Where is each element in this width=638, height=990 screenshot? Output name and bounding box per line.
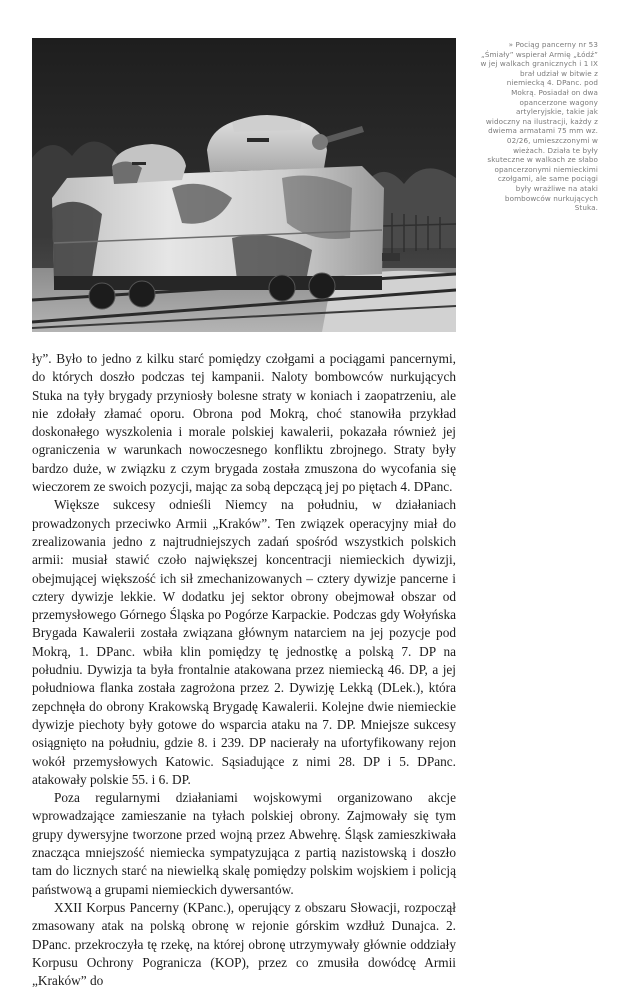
paragraph-1: ły”. Było to jedno z kilku starć pomiędzy czołgami a pociągami pancernymi, do których doszło podczas tej kampanii. Naloty bombowców nurkujących Stuka na tyły brygady przyniosły bolesne straty w koniach i zaopatrzeniu, ale nie zdołały złamać oporu. Obrona pod Mokrą, choć stanowiła przykład doskonałego wyszkolenia i morale polskiej kawalerii, pokazała również jej ograniczenia w warunkach nowoczesnego konfliktu zbrojnego. Straty były bardzo duże, w związku z czym brygada została zmuszona do wycofania się wieczorem ze swoich pozycji, mając za sobą depczącą jej po piętach 4. DPanc. bbox=[32, 351, 456, 495]
article-body bbox=[32, 350, 456, 990]
caption-text: Pociąg pancerny nr 53 „Śmiały” wspierał Armię „Łódź” w jej walkach granicznych i 1 IX brał udział w bitwie z niemiecką 4. DPanc. pod Mokrą. Posiadał on dwa opancerzone wagony artyleryjskie, takie jak widoczny na ilustracji, każdy z dwiema armatami 75 mm wz. 02/26, umieszczonymi w wieżach. Działa te były skuteczne w walkach ze słabo opancerzonymi niemieckimi czołgami, ale same pociągi były wrażliwe na ataki bombowców nurkujących Stuka. bbox=[480, 40, 598, 213]
photo-caption bbox=[480, 40, 598, 213]
paragraph-2: Większe sukcesy odnieśli Niemcy na południu, w działaniach prowadzonych przeciwko Armii „Kraków”. Ten związek operacyjny miał do zrealizowania jedno z najtrudniejszych zadań spośród wszystkich polskich armii: musiał stawić czoło największej koncentracji niemieckich dywizji, obejmującej większość ich sił zmechanizowanych – cztery dywizje pancerne i cztery dywizje lekkie. W dodatku jej sektor obrony obejmował obszar od przemysłowego Górnego Śląska po Pogórze Karpackie. Podczas gdy Wołyńska Brygada Kawalerii została związana głównym natarciem na jej pozycje pod Mokrą, 1. DPanc. wbiła klin pomiędzy tę jednostkę a polską 7. DP na południu. Dywizja ta była frontalnie atakowana przez niemiecką 46. DP, a jej południowa flanka została zagrożona przez 2. Dywizję Lekką (DLek.), która zepchnęła do obrony Krakowską Brygadę Kawalerii. Kolejne dwie niemieckie dywizje piechoty były gotowe do wsparcia ataku na 7. DP. Mniejsze sukcesy osiągnięto na południu, gdzie 8. i 239. DP nacierały na ufortyfikowany rejon wokół przemysłowych Katowic. Sąsiadujące z nimi 28. DP i 5. DPanc. atakowały polskie 55. i 6. DP. bbox=[32, 497, 456, 787]
paragraph-3: Poza regularnymi działaniami wojskowymi organizowano akcje wprowadzające zamieszanie na tyłach polskiej obrony. Zajmowały się tym grupy dywersyjne tworzone przed wojną przez Abwehrę. Śląsk zamieszkiwała znacząca mniejszość niemiecka sympatyzująca z partią nazistowską i doszło tam do licznych starć na niewielką skalę pomiędzy polskim wojskiem i policją państwową a grupami niemieckich dywersantów. bbox=[32, 790, 456, 897]
armored-train-illustration bbox=[32, 38, 456, 332]
armored-train-photo bbox=[32, 38, 456, 332]
caption-bullet: » bbox=[508, 40, 514, 49]
paragraph-4: XXII Korpus Pancerny (KPanc.), operujący z obszaru Słowacji, rozpoczął zmasowany atak na polską obronę w rejonie górskim wzdłuż Dunajca. 2. DPanc. przekroczyła tę rzekę, na której obronę utrzymywały głównie oddziały Korpusu Ochrony Pogranicza (KOP), przez co zmusiła dowódcę Armii „Kraków” do bbox=[32, 899, 456, 989]
